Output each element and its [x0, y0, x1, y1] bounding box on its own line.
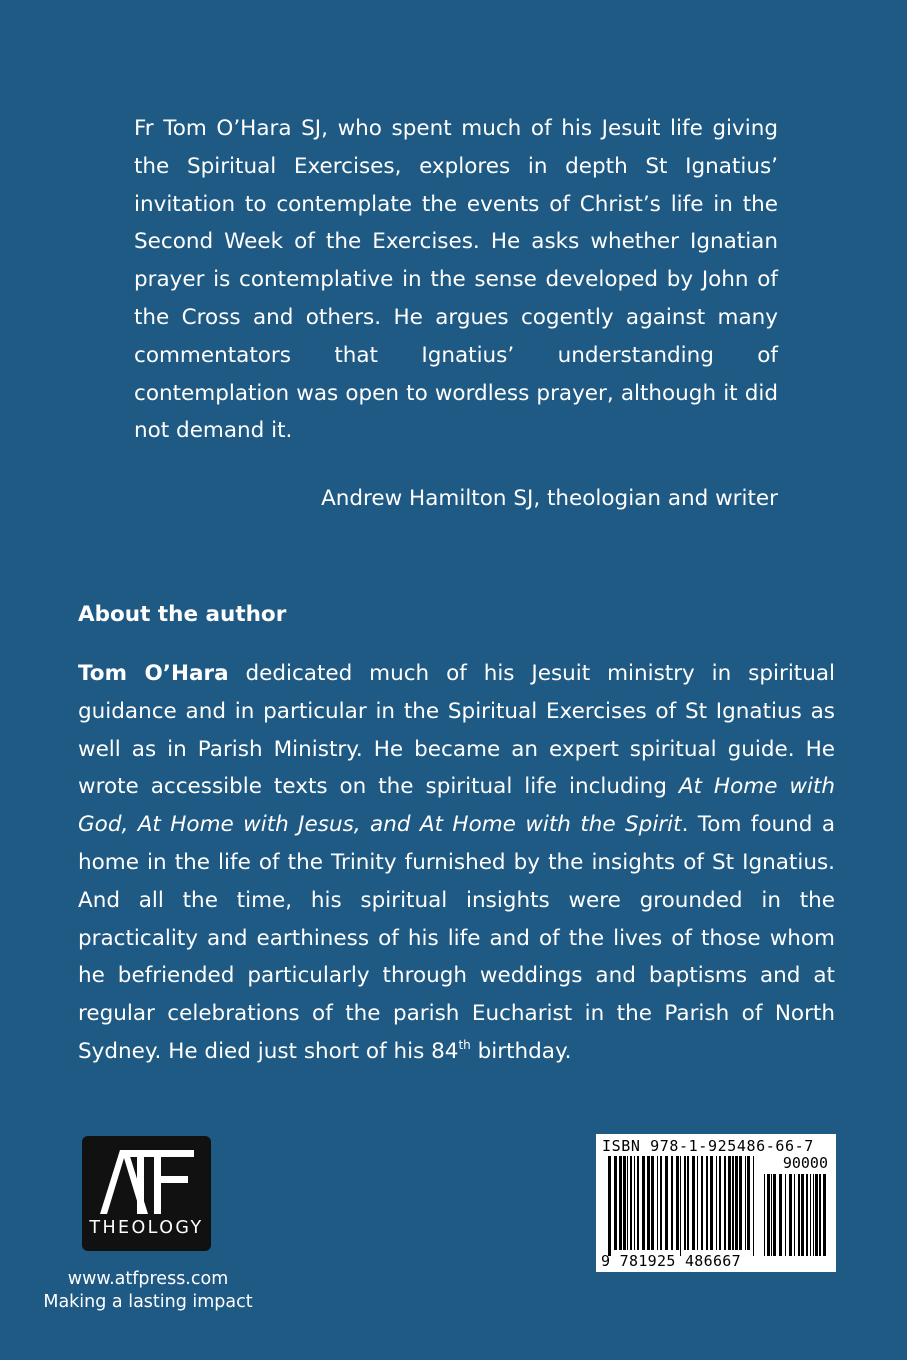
endorsement-attribution: Andrew Hamilton SJ, theologian and writer [321, 486, 778, 511]
ean-digits: 9 781925 486667 [601, 1252, 741, 1270]
author-name: Tom O’Hara [78, 661, 229, 686]
book-titles: At Home with God, At Home with Jesus, and At Home with the Spirit [78, 774, 835, 838]
author-bio [78, 655, 835, 1071]
endorsement-text: Fr Tom O’Hara SJ, who spent much of his Jesuit life giving the Spiritual Exercises, explores in depth St Ignatius’ invitation to contemplate the events of Christ’s life in the Second Week of the Exercises. He asks whether Ignatian prayer is contemplative in the sense developed by John of the Cross and others. He argues cogently against many commentators that Ignatius’ understanding of contemplation was open to wordless prayer, although it did not demand it. [134, 116, 778, 444]
logo-word: THEOLOGY [89, 1218, 204, 1238]
about-author-heading: About the author [78, 602, 287, 627]
bio-part-2: . Tom found a home in the life of the Trinity furnished by the insights of St Ignatius. And all the time, his spiritual insights were grounded in the practicality and earthiness of his life and of the lives of those whom he befriended particularly through weddings and baptisms and at regular celebrations of the parish Eucharist in the Parish of North Sydney. He died just short of his 84 [78, 812, 835, 1064]
isbn-barcode [596, 1134, 836, 1272]
atf-theology-logo [82, 1136, 211, 1251]
isbn-label: ISBN 978-1-925486-66-7 [602, 1137, 814, 1155]
publisher-info [36, 1268, 260, 1314]
publisher-tagline: Making a lasting impact [43, 1292, 253, 1312]
price-code: 90000 [782, 1154, 828, 1172]
ordinal-suffix: th [458, 1037, 471, 1052]
bio-part-3: birthday. [470, 1038, 572, 1064]
publisher-website[interactable]: www.atfpress.com [67, 1269, 229, 1289]
bio-part-1: dedicated much of his Jesuit ministry in spiritual guidance and in particular in the Spiritual Exercises of St Ignatius as well as in Parish Ministry. He became an expert spiritual guide. He wrote accessible texts on the spiritual life including [78, 661, 836, 800]
